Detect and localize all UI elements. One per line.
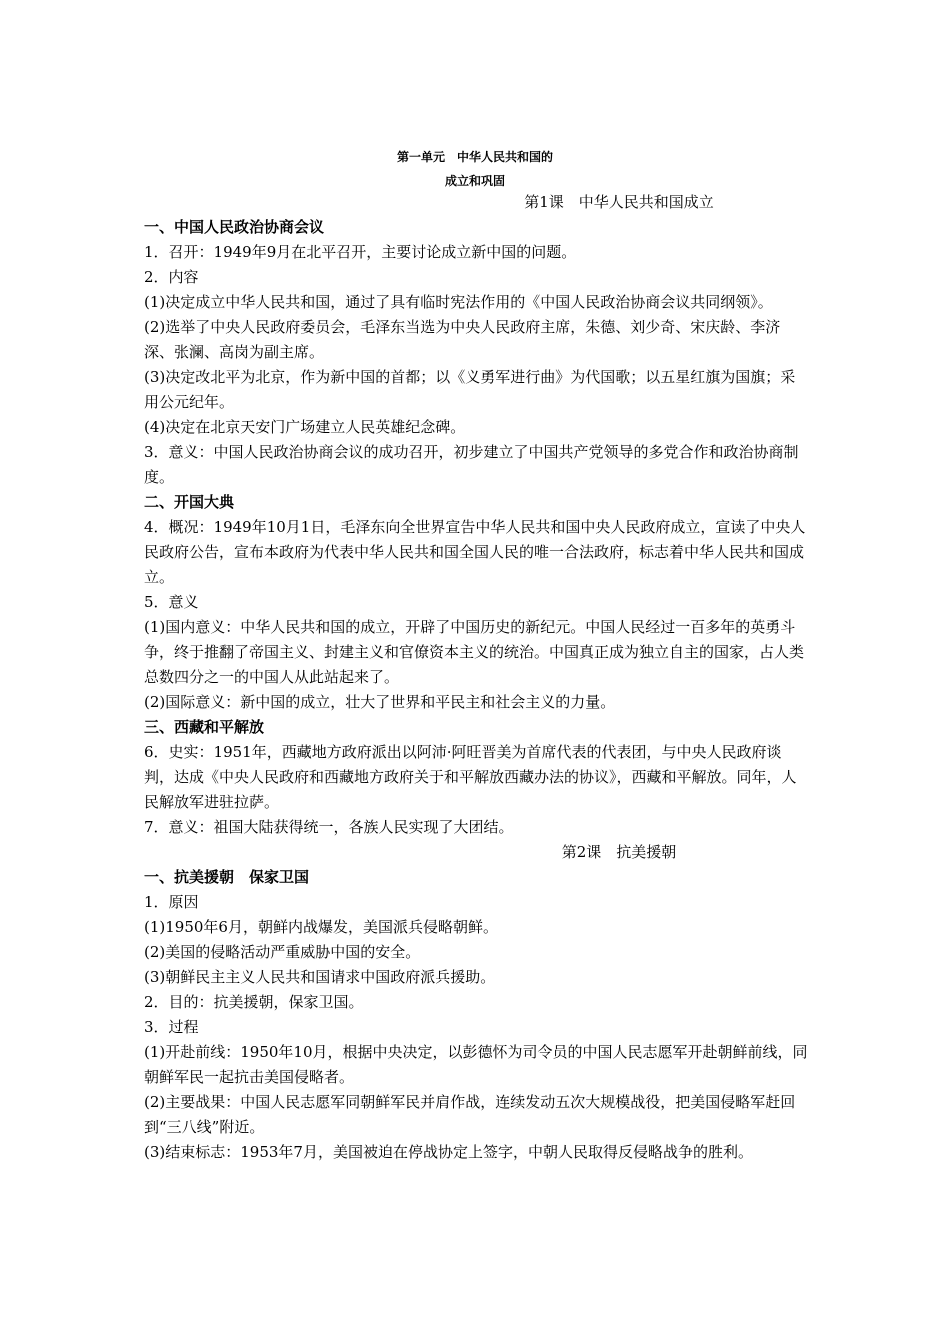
paragraph: (1)决定成立中华人民共和国，通过了具有临时宪法作用的《中国人民政治协商会议共同纲领》。 [144,293,773,311]
paragraph: 2．目的：抗美援朝，保家卫国。 [144,993,364,1011]
paragraph: (1)国内意义：中华人民共和国的成立，开辟了中国历史的新纪元。中国人民经过一百多年的英勇斗争，终于推翻了帝国主义、封建主义和官僚资本主义的统治。中国真正成为独立自主的国家，占人类总数四分之一的中国人从此站起来了。 [144,618,805,686]
section-heading: 二、开国大典 [144,493,235,511]
lesson2-content [144,865,810,1165]
paragraph: 3．意义：中国人民政治协商会议的成功召开，初步建立了中国共产党领导的多党合作和政治协商制度。 [144,443,799,486]
lesson2-title: 第2课 抗美援朝 [561,843,677,861]
paragraph: (2)美国的侵略活动严重威胁中国的安全。 [144,943,421,961]
paragraph: 4．概况：1949年10月1日，毛泽东向全世界宣告中华人民共和国中央人民政府成立，宣读了中央人民政府公告，宣布本政府为代表中华人民共和国全国人民的唯一合法政府，标志着中华人民共和国成立。 [144,518,806,586]
paragraph: (1)1950年6月，朝鲜内战爆发，美国派兵侵略朝鲜。 [144,918,498,936]
paragraph: 5．意义 [144,593,199,611]
unit-title-line2: 成立和巩固 [444,174,505,188]
paragraph: (3)结束标志：1953年7月，美国被迫在停战协定上签字，中朝人民取得反侵略战争的胜利。 [144,1143,753,1161]
paragraph: (3)决定改北平为北京，作为新中国的首都；以《义勇军进行曲》为代国歌；以五星红旗为国旗；采用公元纪年。 [144,368,796,411]
paragraph: (2)国际意义：新中国的成立，壮大了世界和平民主和社会主义的力量。 [144,693,616,711]
document-body [144,190,810,1165]
lesson1-title: 第1课 中华人民共和国成立 [524,193,714,211]
paragraph: 6．史实：1951年，西藏地方政府派出以阿沛·阿旺晋美为首席代表的代表团，与中央人民政府谈判，达成《中央人民政府和西藏地方政府关于和平解放西藏办法的协议》，西藏和平解放。同年，人民解放军进驻拉萨。 [144,743,797,811]
unit-title-line1: 第一单元 中华人民共和国的 [396,150,553,164]
paragraph: (4)决定在北京天安门广场建立人民英雄纪念碑。 [144,418,466,436]
paragraph: 7．意义：祖国大陆获得统一，各族人民实现了大团结。 [144,818,514,836]
paragraph: (2)选举了中央人民政府委员会，毛泽东当选为中央人民政府主席，朱德、刘少奇、宋庆龄、李济深、张澜、高岗为副主席。 [144,318,781,361]
section-heading: 一、中国人民政治协商会议 [144,218,325,236]
paragraph: (3)朝鲜民主主义人民共和国请求中国政府派兵援助。 [144,968,496,986]
paragraph: (1)开赴前线：1950年10月，根据中央决定，以彭德怀为司令员的中国人民志愿军开赴朝鲜前线，同朝鲜军民一起抗击美国侵略者。 [144,1043,808,1086]
paragraph: 3．过程 [144,1018,199,1036]
section-heading: 一、抗美援朝 保家卫国 [144,868,310,886]
paragraph: 1．召开：1949年9月在北平召开，主要讨论成立新中国的问题。 [144,243,577,261]
lesson1-content [144,215,810,840]
section-heading: 三、西藏和平解放 [144,718,265,736]
paragraph: (2)主要战果：中国人民志愿军同朝鲜军民并肩作战，连续发动五次大规模战役，把美国侵略军赶回到“三八线”附近。 [144,1093,796,1136]
paragraph: 2．内容 [144,268,199,286]
paragraph: 1．原因 [144,893,199,911]
